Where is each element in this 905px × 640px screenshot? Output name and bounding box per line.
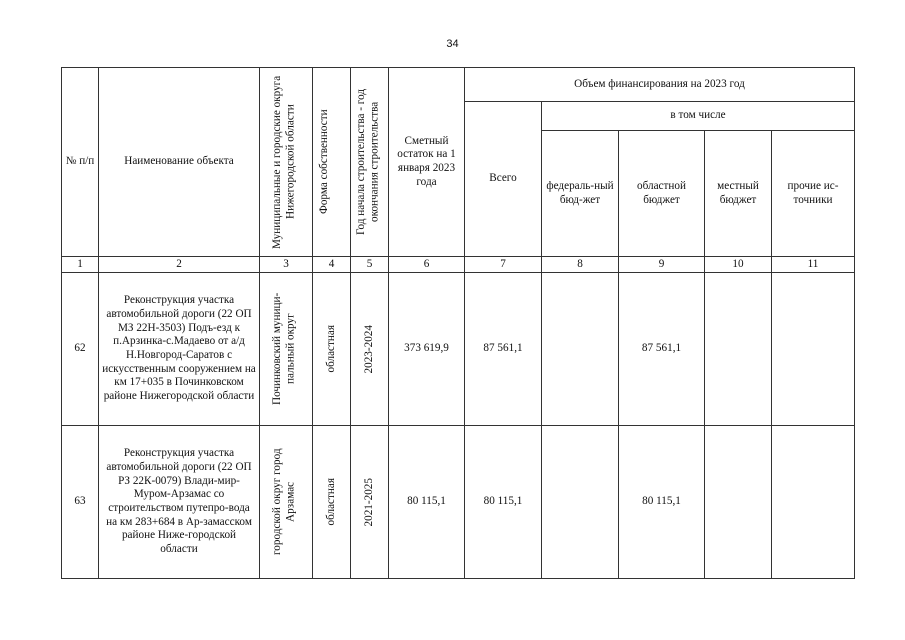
row-local [705,426,772,579]
table-row [62,426,855,579]
row-name: Реконструкция участка автомобильной дороги (22 ОП МЗ 22Н-3503) Подъ-езд к п.Арзинка-с.Мадаево от а/д Н.Новгород-Саратов с искусственным сооружением на км 17+035 в Починковском районе Нижегородской области [99,273,260,426]
row-municipality [260,273,313,426]
header-other: прочие ис-точники [772,131,855,257]
column-number: 11 [772,257,855,273]
header-years-text: Год начала строительства - год окончания строительства [354,88,381,236]
row-ownership [313,273,351,426]
header-local: местный бюджет [705,131,772,257]
table-row [62,273,855,426]
header-financing: Объем финансирования на 2023 год [465,68,855,102]
header-num: № п/п [62,68,99,257]
row-other [772,273,855,426]
header-federal: федераль-ный бюд-жет [542,131,619,257]
column-number: 9 [619,257,705,273]
row-federal [542,273,619,426]
header-remainder: Сметный остаток на 1 января 2023 года [389,68,465,257]
header-including: в том числе [542,102,855,131]
row-num: 63 [62,426,99,579]
row-regional: 87 561,1 [619,273,705,426]
header-ownership-text: Форма собственности [317,109,330,215]
header-years [351,68,389,257]
column-number: 1 [62,257,99,273]
row-municipality-text: Починковский муници-пальный округ [271,292,297,406]
column-number: 4 [313,257,351,273]
row-ownership [313,426,351,579]
row-ownership-text: областная [324,325,337,373]
page-number: 34 [446,38,459,50]
column-number: 8 [542,257,619,273]
row-municipality-text: городской округ город Арзамас [271,448,297,556]
header-total: Всего [465,102,542,257]
row-years [351,273,389,426]
financing-table [61,67,855,579]
column-numbers-row [62,257,855,273]
column-number: 2 [99,257,260,273]
row-total: 87 561,1 [465,273,542,426]
header-municipality-text: Муниципальные и городские округа Нижегородской области [271,75,297,249]
column-number: 3 [260,257,313,273]
column-number: 6 [389,257,465,273]
row-name: Реконструкция участка автомобильной дороги (22 ОП РЗ 22К-0079) Влади-мир-Муром-Арзамас со строительством путепро-вода на км 283+684 в Ар-замасском районе Ниже-городской области [99,426,260,579]
row-municipality [260,426,313,579]
row-years-text: 2021-2025 [362,477,375,527]
header-row-1 [62,68,855,102]
row-total: 80 115,1 [465,426,542,579]
header-ownership [313,68,351,257]
row-other [772,426,855,579]
header-municipality [260,68,313,257]
row-regional: 80 115,1 [619,426,705,579]
column-number: 5 [351,257,389,273]
row-years [351,426,389,579]
row-ownership-text: областная [324,478,337,526]
header-name: Наименование объекта [99,68,260,257]
header-regional: областной бюджет [619,131,705,257]
row-remainder: 80 115,1 [389,426,465,579]
row-years-text: 2023-2024 [362,324,375,374]
row-num: 62 [62,273,99,426]
row-local [705,273,772,426]
row-remainder: 373 619,9 [389,273,465,426]
row-federal [542,426,619,579]
column-number: 10 [705,257,772,273]
column-number: 7 [465,257,542,273]
